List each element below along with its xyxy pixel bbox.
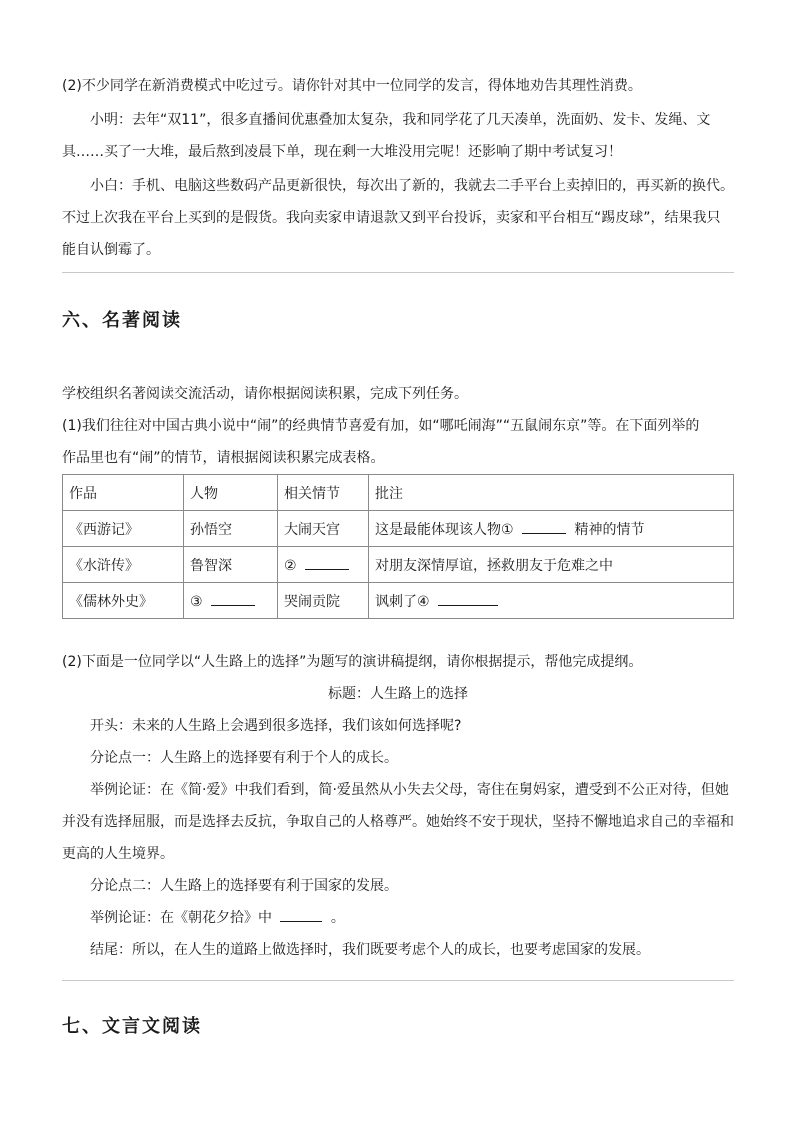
s6-q1-line-1: (1)我们往往对中国古典小说中“闹”的经典情节喜爱有加，如“哪吒闹海”“五鼠闹东京”等。在下面列举的 [62,418,700,434]
outline-example-1-line-2: 并没有选择屈服，而是选择去反抗，争取自己的人格尊严。她始终不安于现状，坚持不懈地追求自己的幸福和 [62,814,734,830]
cell-plot [278,547,369,583]
s6-q2-intro: (2)下面是一位同学以“人生路上的选择”为题写的演讲稿提纲，请你根据提示，帮他完成提纲。 [62,654,643,670]
section-6-intro: 学校组织名著阅读交流活动，请你根据阅读积累，完成下列任务。 [62,386,468,402]
outline-example-1-line-3: 更高的人生境界。 [62,846,174,862]
divider [62,272,734,273]
table-header-row [63,475,734,511]
cell-work: 《西游记》 [63,511,184,547]
outline-ending: 结尾：所以，在人生的道路上做选择时，我们既要考虑个人的成长，也要考虑国家的发展。 [90,942,650,958]
cell-work: 《儒林外史》 [63,583,184,619]
xiaobai-line-3: 能自认倒霉了。 [62,242,160,258]
section-6-title: 六、名著阅读 [62,310,182,331]
answer-blank-4[interactable] [438,591,498,606]
header-note: 批注 [369,475,734,511]
xiaobai-line-2: 不过上次我在平台上买到的是假货。我向卖家申请退款又到平台投诉，卖家和平台相互“踢皮球”，结果我只 [62,210,721,226]
outline-title: 标题：人生路上的选择 [328,686,468,702]
note-suffix: 精神的情节 [574,521,645,538]
cell-person: 孙悟空 [184,511,278,547]
xiaoming-line-1: 小明：去年“双11”，很多直播间优惠叠加太复杂，我和同学花了几天凑单，洗面奶、发卡、发绳、文 [90,112,711,128]
note-prefix: 讽刺了④ [375,593,430,610]
answer-blank-5[interactable] [280,907,322,922]
answer-blank-3[interactable] [211,591,255,606]
table-row [63,547,734,583]
header-work: 作品 [63,475,184,511]
cell-note: 对朋友深情厚谊，拯救朋友于危难之中 [369,547,734,583]
cell-plot: 大闹天宫 [278,511,369,547]
outline-point-2: 分论点二：人生路上的选择要有利于国家的发展。 [90,878,398,894]
divider [62,980,734,981]
note-prefix: 这是最能体现该人物① [375,521,514,538]
q2-intro: (2)不少同学在新消费模式中吃过亏。请你针对其中一位同学的发言，得体地劝告其理性消费。 [62,78,642,94]
outline-example-2 [90,902,734,934]
cell-note [369,583,734,619]
header-plot: 相关情节 [278,475,369,511]
table-row [63,583,734,619]
section-7-title: 七、文言文阅读 [62,1016,202,1037]
cell-person [184,583,278,619]
outline-example-1-line-1: 举例论证：在《简·爱》中我们看到，简·爱虽然从小失去父母，寄住在舅妈家，遭受到不公正对待，但她 [90,782,729,798]
outline-point-1: 分论点一：人生路上的选择要有利于个人的成长。 [90,750,398,766]
header-person: 人物 [184,475,278,511]
cell-note [369,511,734,547]
works-table [62,474,734,619]
example-2-prefix: 举例论证：在《朝花夕拾》中 [90,910,272,926]
cell-plot: 哭闹贡院 [278,583,369,619]
outline-opening: 开头：未来的人生路上会遇到很多选择，我们该如何选择呢? [90,718,462,734]
blank-marker-3: ③ [190,594,203,610]
table-row [63,511,734,547]
cell-person: 鲁智深 [184,547,278,583]
answer-blank-2[interactable] [305,555,349,570]
example-2-suffix: 。 [330,910,345,926]
answer-blank-1[interactable] [522,519,566,534]
blank-marker-2: ② [284,558,297,574]
cell-work: 《水浒传》 [63,547,184,583]
xiaoming-line-2: 具……买了一大堆，最后熬到凌晨下单，现在剩一大堆没用完呢！还影响了期中考试复习！ [62,144,622,160]
xiaobai-line-1: 小白：手机、电脑这些数码产品更新很快，每次出了新的，我就去二手平台上卖掉旧的，再买新的换代。 [90,178,734,194]
s6-q1-line-2: 作品里也有“闹”的情节，请根据阅读积累完成表格。 [62,450,385,466]
